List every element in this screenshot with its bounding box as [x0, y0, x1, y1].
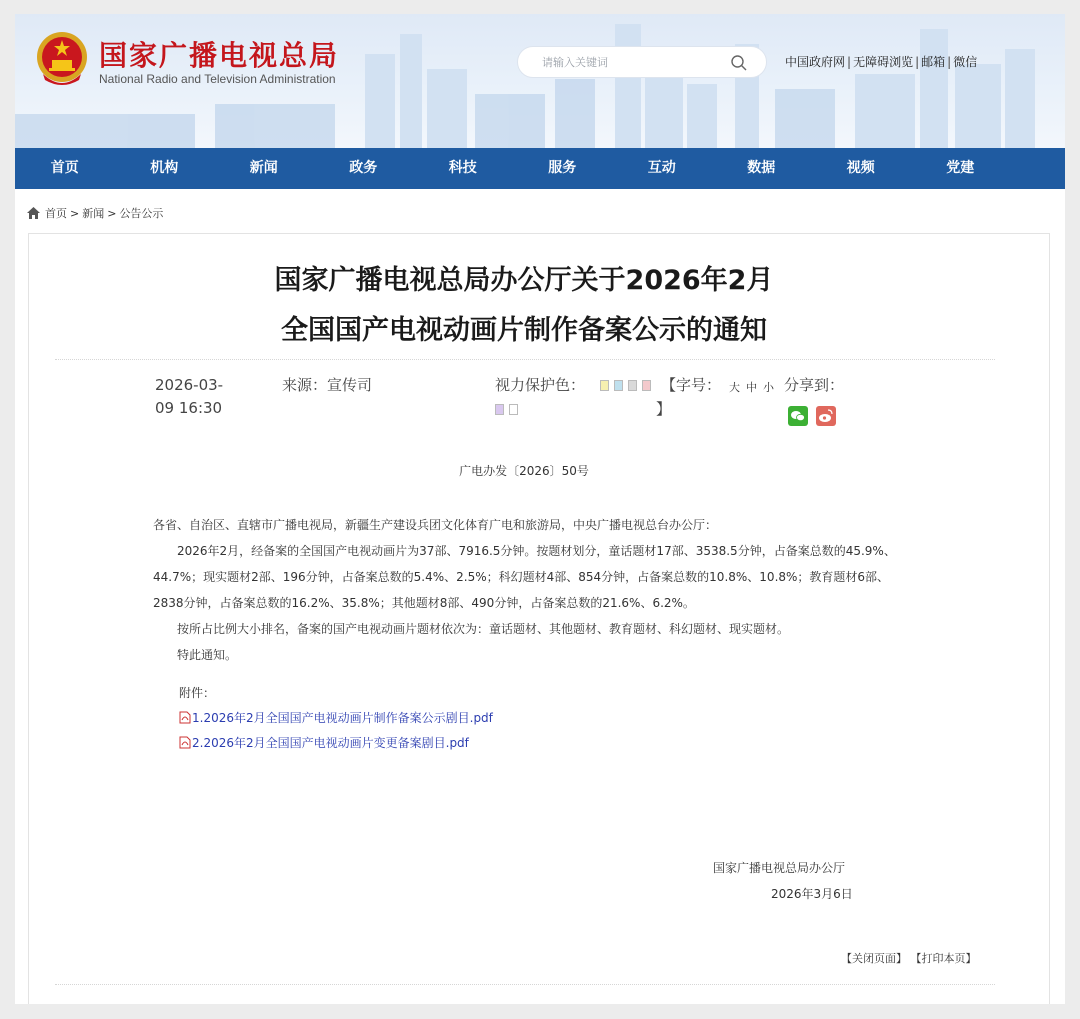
search-box — [517, 46, 767, 78]
mailbox-link[interactable]: 邮箱 — [921, 55, 946, 69]
breadcrumb-separator: > — [107, 206, 117, 220]
article-footer-links — [841, 950, 977, 966]
eye-care-swatch-pink[interactable] — [642, 380, 651, 391]
body-paragraph: 特此通知。 — [177, 648, 238, 662]
nav-item-home[interactable]: 首页 — [50, 160, 79, 176]
article-source: 来源：宣传司 — [282, 376, 373, 394]
nav-item-services[interactable]: 服务 — [548, 160, 577, 176]
publish-date-line1: 2026-03- — [155, 376, 224, 394]
breadcrumb-news[interactable]: 新闻 — [82, 207, 105, 220]
article-panel — [28, 233, 1050, 1004]
national-emblem-icon — [35, 30, 89, 88]
nav-item-party[interactable]: 党建 — [946, 160, 975, 176]
body-paragraph: 2026年2月，经备案的全国国产电视动画片为37部、7916.5分钟。按题材划分，童话题材17部、3538.5分钟，占备案总数的45.9%、44.7%；现实题材2部、196分钟，占备案总数的5.4%、2.5%；科幻题材4部、854分钟，占备案总数的10.8%、10.8%；教育题材6部、2838分钟，占备案总数的16.2%、35.8%；其他题材8部、490分钟，占备案总数的21.6%、6.2%。 — [153, 544, 896, 610]
nav-item-video[interactable]: 视频 — [846, 160, 875, 176]
close-page-link[interactable]: 【关闭页面】 — [841, 952, 907, 965]
attachment-link-text[interactable]: 2.2026年2月全国国产电视动画片变更备案剧目.pdf — [192, 736, 469, 750]
article-title — [29, 256, 1019, 356]
publish-date — [155, 374, 255, 420]
eye-care-label: 视力保护色： — [495, 376, 586, 394]
attachment-link[interactable] — [179, 709, 493, 726]
breadcrumb-announcements[interactable]: 公告公示 — [119, 207, 164, 220]
wechat-icon[interactable] — [788, 406, 808, 426]
article-title-line2: 全国国产电视动画片制作备案公示的通知 — [281, 315, 767, 346]
title-divider — [55, 359, 995, 360]
weibo-icon[interactable] — [816, 406, 836, 426]
attachment-link-text[interactable]: 1.2026年2月全国国产电视动画片制作备案公示剧目.pdf — [192, 711, 493, 725]
nav-item-technology[interactable]: 科技 — [448, 160, 477, 176]
signature-date: 2026年3月6日 — [771, 887, 853, 901]
search-icon[interactable] — [730, 54, 748, 72]
top-links: 中国政府网 | 无障碍浏览 | 邮箱 | 微信 — [785, 55, 978, 69]
font-size-large-button[interactable]: 大 — [729, 381, 740, 394]
site-header — [15, 14, 1065, 148]
eye-care-swatch-white[interactable] — [509, 404, 518, 415]
article-body — [153, 512, 897, 668]
nav-item-interaction[interactable]: 互动 — [647, 160, 676, 176]
site-title[interactable]: 国家广播电视总局 — [99, 39, 340, 72]
breadcrumb-home[interactable]: 首页 — [45, 207, 67, 220]
eye-care-swatch-yellow[interactable] — [600, 380, 609, 391]
print-page-link[interactable]: 【打印本页】 — [910, 952, 977, 965]
eye-care-swatch-purple[interactable] — [495, 404, 504, 415]
pdf-icon — [179, 711, 191, 724]
eye-care-swatch-blue[interactable] — [614, 380, 623, 391]
font-size-small-button[interactable]: 小 — [763, 381, 774, 394]
body-paragraph: 按所占比例大小排名，备案的国产电视动画片题材依次为：童话题材、其他题材、教育题材、科幻题材、现实题材。 — [177, 622, 790, 636]
signature-organization: 国家广播电视总局办公厅 — [713, 861, 846, 875]
attachment-link[interactable] — [179, 734, 469, 751]
nav-item-government-affairs[interactable]: 政务 — [349, 160, 378, 176]
eye-care-swatch-gray[interactable] — [628, 380, 637, 391]
font-size-label: 【字号： — [661, 376, 722, 394]
nav-item-news[interactable]: 新闻 — [249, 160, 278, 176]
font-size-close-bracket: 】 — [656, 400, 672, 418]
share-label: 分享到： — [784, 376, 845, 394]
wechat-link[interactable]: 微信 — [953, 55, 978, 69]
page — [15, 14, 1065, 1004]
font-size-medium-button[interactable]: 中 — [746, 381, 757, 394]
gov-portal-link[interactable]: 中国政府网 — [785, 55, 846, 69]
salutation: 各省、自治区、直辖市广播电视局，新疆生产建设兵团文化体育广电和旅游局，中央广播电视总台办公厅： — [153, 518, 718, 532]
breadcrumb-separator: > — [70, 206, 80, 220]
accessibility-link[interactable]: 无障碍浏览 — [853, 55, 914, 69]
site-subtitle: National Radio and Television Administration — [99, 72, 336, 86]
home-icon — [27, 207, 40, 219]
search-input[interactable] — [518, 47, 723, 77]
document-number: 广电办发〔2026〕50号 — [459, 464, 589, 478]
breadcrumb — [27, 205, 163, 221]
nav-item-organization[interactable]: 机构 — [150, 160, 179, 176]
footer-divider — [55, 984, 995, 985]
publish-date-line2: 09 16:30 — [155, 399, 223, 417]
attachments-label: 附件： — [179, 686, 216, 700]
nav-item-data[interactable]: 数据 — [747, 160, 776, 176]
main-nav — [15, 148, 1065, 189]
pdf-icon — [179, 736, 191, 749]
article-title-line1: 国家广播电视总局办公厅关于2026年2月 — [274, 265, 774, 296]
